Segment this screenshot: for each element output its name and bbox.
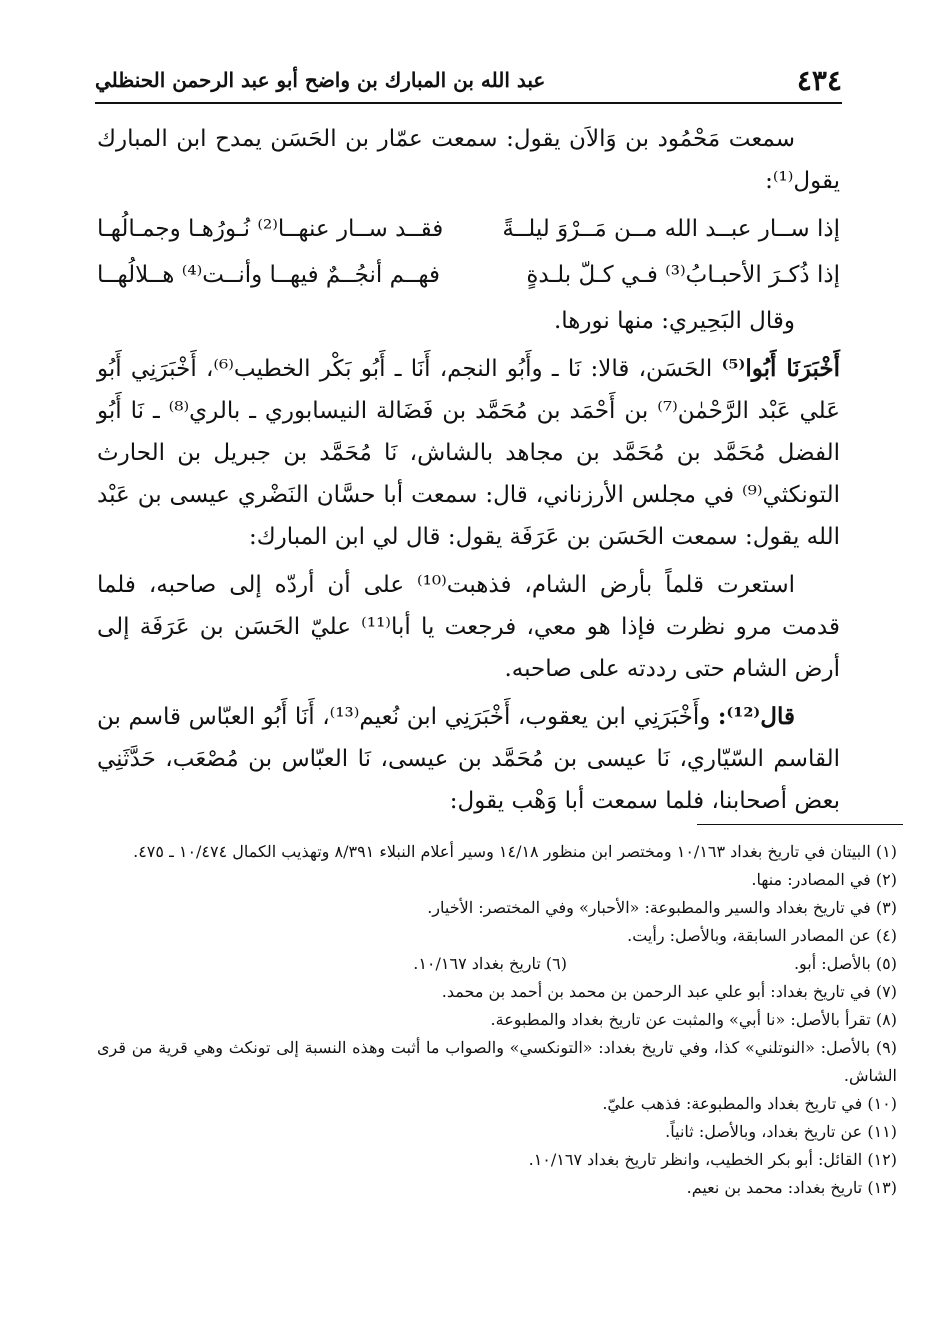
footnote-5: (٥) بالأصل: أبو.: [793, 954, 897, 973]
verse-2: [97, 254, 840, 296]
footnote-7: (٧) في تاريخ بغداد: أبو علي عبد الرحمن بن محمد بن أحمد بن محمد.: [441, 982, 897, 1001]
page-number: ٤٣٤: [796, 64, 842, 97]
paragraph-5-body: وأَخْبَرَنِي ابن يعقوب، أَخْبَرَنِي ابن نُعيم⁽¹³⁾، أَنَا أَبُو العبّاس قاسم بن القاسم السّيّاري، نَا عيسى بن مُحَمَّد بن عيسى، نَا العبّاس بن مُصْعَب، حَدَّثَنِي بعض أصحابنا، فلما سمعت أبا وَهْب يقول:: [97, 704, 840, 814]
footnote-12: (١٢) القائل: أبو بكر الخطيب، وانظر تاريخ بغداد ١٠/١٦٧.: [528, 1150, 897, 1169]
footnote-6: (٦) تاريخ بغداد ١٠/١٦٧.: [413, 954, 567, 973]
footnote-10: (١٠) في تاريخ بغداد والمطبوعة: فذهب عليّ.: [602, 1094, 897, 1113]
paragraph-3-body: الحَسَن، قالا: نَا ـ وأَبُو النجم، أَنَا ـ أَبُو بَكْر الخطيب⁽⁶⁾، أَخْبَرَنِي أَبُو عَلي عَبْد الرَّحْمٰن⁽⁷⁾ بن أَحْمَد بن مُحَمَّد بن فَضَالة النيسابوري ـ بالري⁽⁸⁾ ـ نَا أَبُو الفضل مُحَمَّد بن مُحَمَّد بن مجاهد بالشاش، نَا مُحَمَّد بن جبريل بن الحارث التونكثي⁽⁹⁾ في مجلس الأرزناني، قال: سمعت أبا حسَّان النَضْري عيسى بن عَبْد الله يقول: سمعت الحَسَن بن عَرَفَة يقول: قال لي ابن المبارك:: [97, 356, 840, 550]
paragraph-1: سمعت مَحْمُود بن وَالاَن يقول: سمعت عمّار بن الحَسَن يمدح ابن المبارك يقول⁽¹⁾:: [97, 126, 840, 194]
paragraph-5-lead: قال⁽¹²⁾:: [717, 703, 795, 730]
verse-1-first-hemistich: إذا ســار عبــد الله مــن مَــرْوَ ليلــةً: [502, 216, 840, 242]
footnote-11: (١١) عن تاريخ بغداد، وبالأصل: ثانياً.: [665, 1122, 897, 1141]
footnote-1: (١) البيتان في تاريخ بغداد ١٠/١٦٣ ومختصر ابن منظور ١٤/١٨ وسير أعلام النبلاء ٨/٣٩١ وتهذيب الكمال ١٠/٤٧٤ ـ ٤٧٥.: [133, 842, 897, 861]
main-text: [97, 118, 840, 828]
footnote-2: (٢) في المصادر: منها.: [751, 870, 897, 889]
paragraph-3-lead: أَخْبَرَنَا أَبُوا⁽⁵⁾: [721, 355, 840, 382]
running-title: عبد الله بن المبارك بن واضح أبو عبد الرحمن الحنظلي: [95, 68, 546, 92]
verse-2-first-hemistich: إذا ذُكـرَ الأحبـابُ⁽³⁾ فـي كـلّ بلـدةٍ: [526, 262, 840, 288]
verse-1: [97, 208, 840, 250]
footnote-13: (١٣) تاريخ بغداد: محمد بن نعيم.: [686, 1178, 897, 1197]
footnote-separator: [697, 824, 903, 825]
footnote-4: (٤) عن المصادر السابقة، وبالأصل: رأيت.: [627, 926, 897, 945]
footnote-3: (٣) في تاريخ بغداد والسير والمطبوعة: «الأحبار» وفي المختصر: الأخيار.: [427, 898, 897, 917]
paragraph-4: استعرت قلماً بأرض الشام، فذهبت⁽¹⁰⁾ على أن أردّه إلى صاحبه، فلما قدمت مرو نظرت فإذا هو معي، فرجعت يا أبا⁽¹¹⁾ عليّ الحَسَن بن عَرَفَة إلى أرض الشام حتى رددته على صاحبه.: [97, 572, 840, 682]
verse-1-second-hemistich: فقــد ســار عنهــا⁽²⁾ نُـورُهـا وجمـالُهـا: [97, 216, 444, 242]
footnote-8: (٨) تقرأ بالأصل: «نا أبي» والمثبت عن تاريخ بغداد والمطبوعة.: [490, 1010, 897, 1029]
footnote-row-5-6: [97, 950, 897, 978]
paragraph-2: وقال البَحِيري: منها نورها.: [553, 308, 795, 334]
footnotes: [97, 838, 897, 1202]
page-header: [95, 58, 842, 104]
paragraph-3: [97, 348, 840, 558]
footnote-9: (٩) بالأصل: «النوتلني» كذا، وفي تاريخ بغداد: «التونكسي» والصواب ما أثبت وهذه النسبة إلى تونكث وهي قرية من قرى الشاش.: [97, 1038, 897, 1085]
paragraph-5: [97, 696, 840, 822]
verse-2-second-hemistich: فهــم أنجُــمٌ فيهــا وأنــت⁽⁴⁾ هــلالُهــا: [97, 262, 440, 288]
